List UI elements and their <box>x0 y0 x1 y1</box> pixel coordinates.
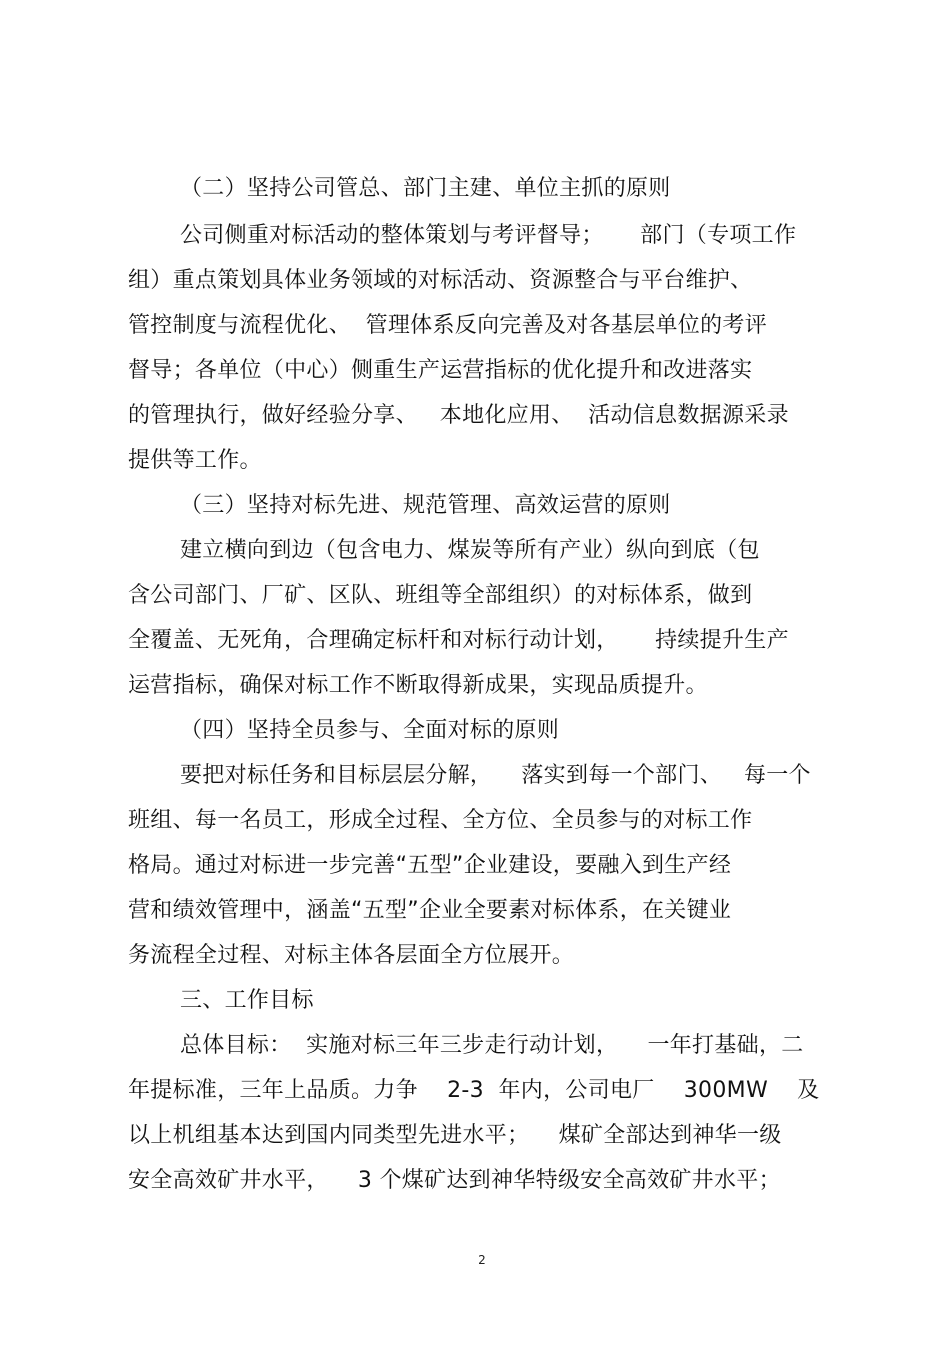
section-heading-work-goals: 三、工作目标 <box>180 988 314 1013</box>
page-number: 2 <box>478 1253 486 1267</box>
heading-principle-2: （二）坚持公司管总、部门主建、单位主抓的原则 <box>180 176 671 201</box>
paragraph-line: 格局。通过对标进一步完善“五型”企业建设，要融入到生产经 <box>128 853 732 878</box>
paragraph-line: 的管理执行，做好经验分享、 本地化应用、 活动信息数据源采录 <box>128 403 789 428</box>
paragraph-line: 全覆盖、无死角，合理确定标杆和对标行动计划， 持续提升生产 <box>128 628 789 653</box>
paragraph-line: 公司侧重对标活动的整体策划与考评督导； 部门（专项工作 <box>180 223 797 248</box>
paragraph-line: 以上机组基本达到国内同类型先进水平； 煤矿全部达到神华一级 <box>128 1123 782 1148</box>
paragraph-line: 督导；各单位（中心）侧重生产运营指标的优化提升和改进落实 <box>128 358 753 383</box>
paragraph-line: 运营指标，确保对标工作不断取得新成果，实现品质提升。 <box>128 673 708 698</box>
heading-principle-3: （三）坚持对标先进、规范管理、高效运营的原则 <box>180 493 671 518</box>
paragraph-line: 年提标准，三年上品质。力争 2-3 年内，公司电厂 300MW 及 <box>128 1078 820 1103</box>
paragraph-line: 管控制度与流程优化、 管理体系反向完善及对各基层单位的考评 <box>128 313 767 338</box>
paragraph-line: 安全高效矿井水平， 3 个煤矿达到神华特级安全高效矿井水平； <box>128 1168 781 1193</box>
paragraph-line: 总体目标： 实施对标三年三步走行动计划， 一年打基础，二 <box>180 1033 804 1058</box>
paragraph-line: 班组、每一名员工，形成全过程、全方位、全员参与的对标工作 <box>128 808 753 833</box>
heading-principle-4: （四）坚持全员参与、全面对标的原则 <box>180 718 560 743</box>
paragraph-line: 提供等工作。 <box>128 448 262 473</box>
paragraph-line: 要把对标任务和目标层层分解， 落实到每一个部门、 每一个 <box>180 763 811 788</box>
paragraph-line: 营和绩效管理中，涵盖“五型”企业全要素对标体系，在关键业 <box>128 898 732 923</box>
paragraph-line: 组）重点策划具体业务领域的对标活动、资源整合与平台维护、 <box>128 268 753 293</box>
paragraph-line: 建立横向到边（包含电力、煤炭等所有产业）纵向到底（包 <box>180 538 760 563</box>
paragraph-line: 含公司部门、厂矿、区队、班组等全部组织）的对标体系，做到 <box>128 583 753 608</box>
paragraph-line: 务流程全过程、对标主体各层面全方位展开。 <box>128 943 575 968</box>
